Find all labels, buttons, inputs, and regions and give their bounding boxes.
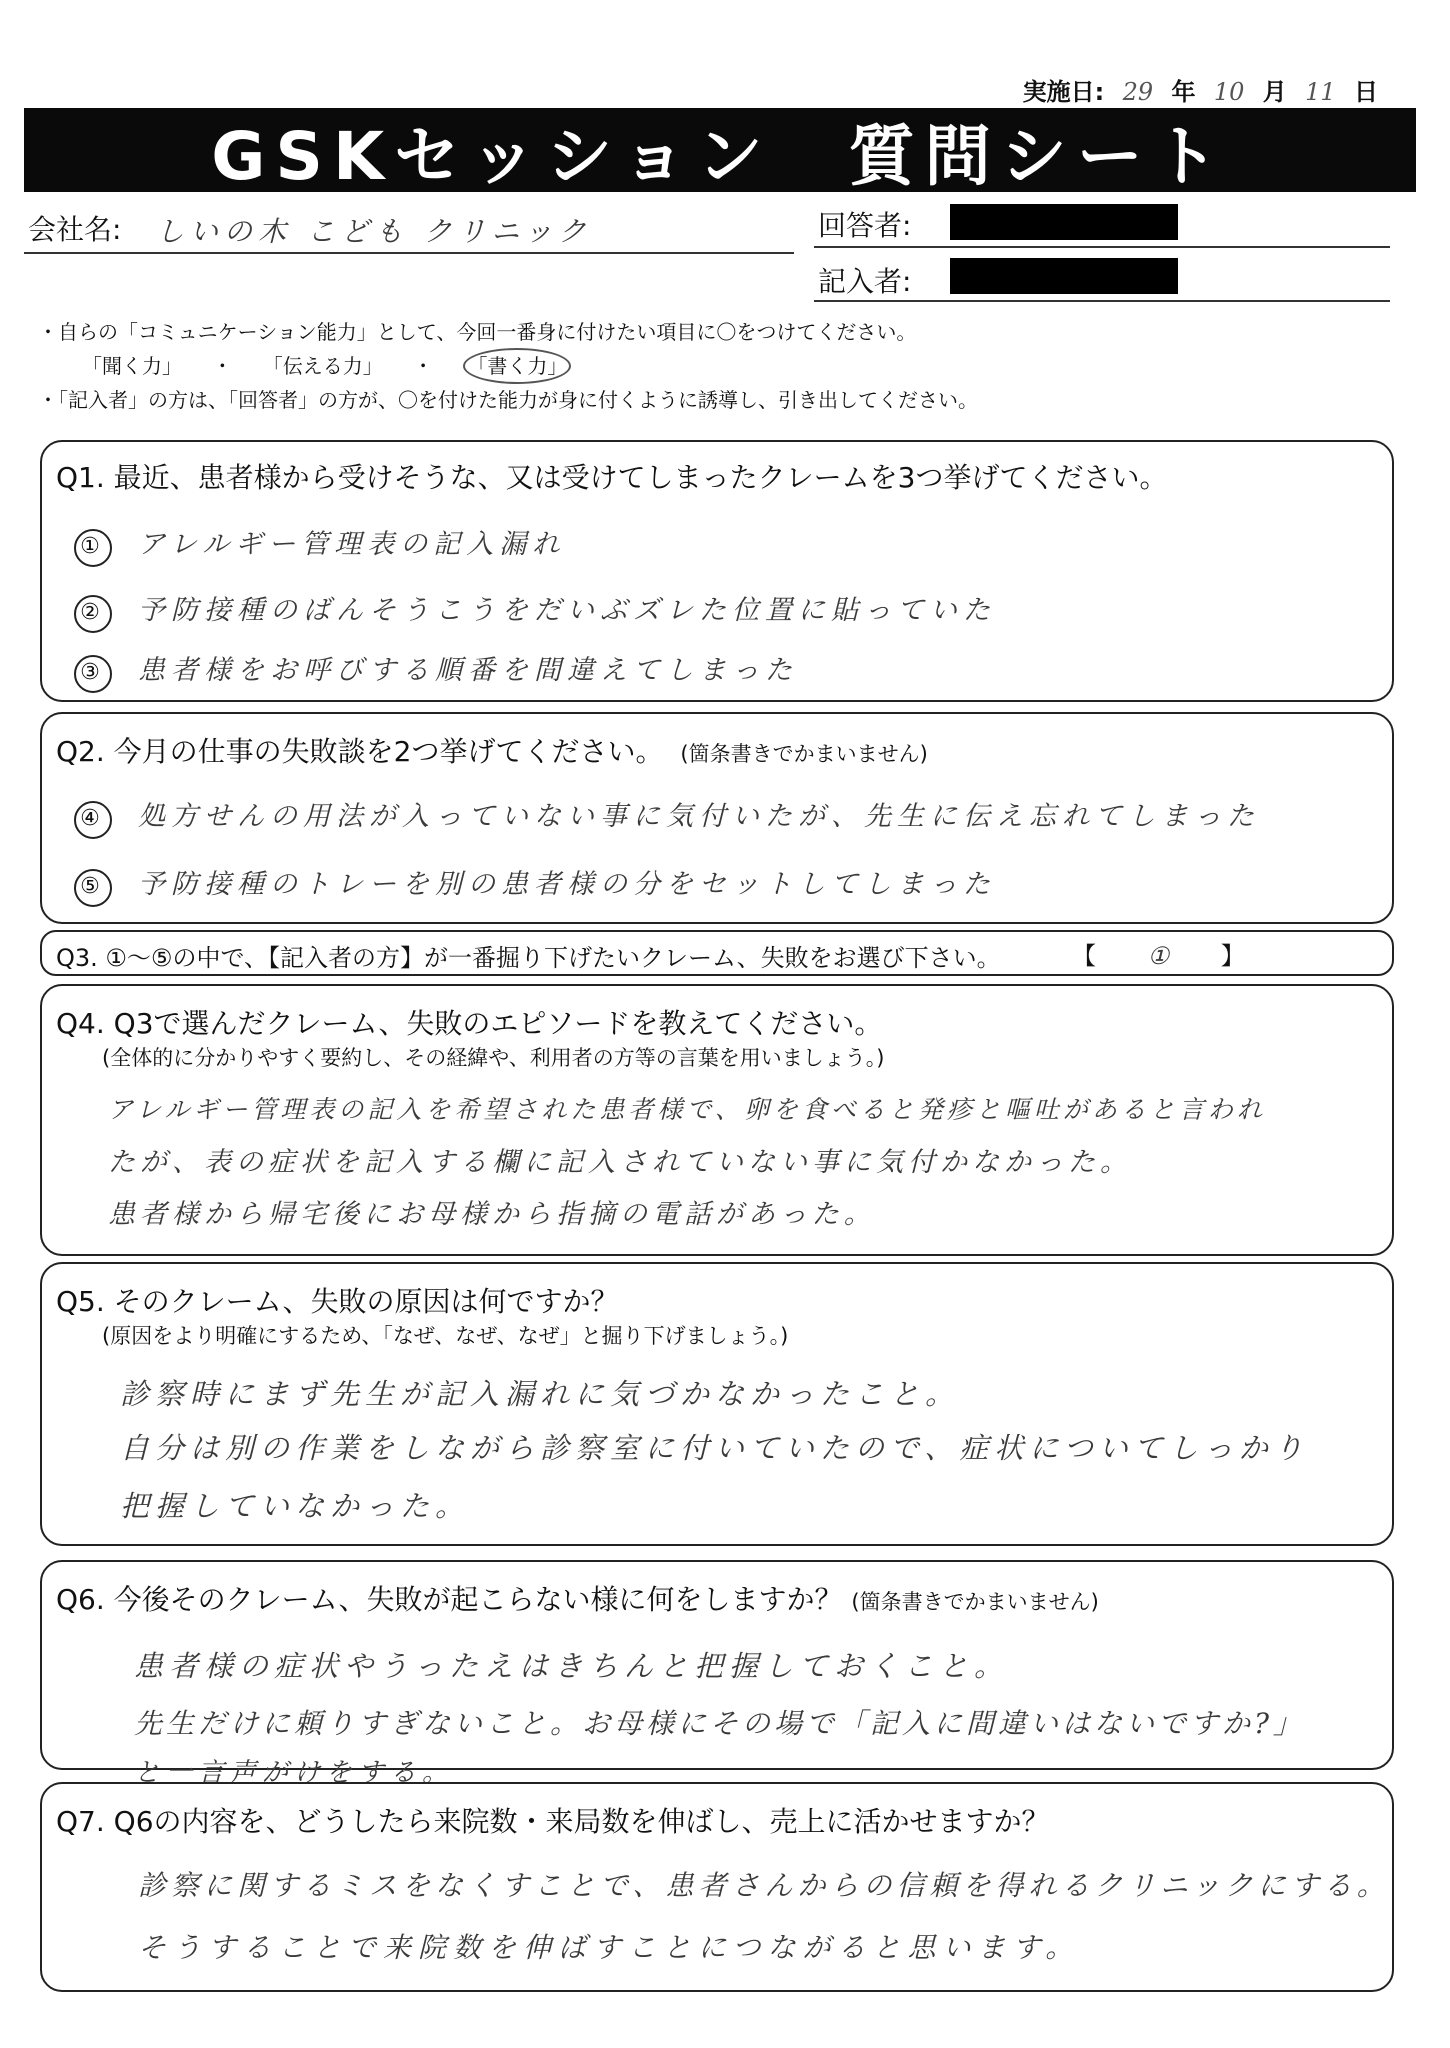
q5-question: Q5. そのクレーム、失敗の原因は何ですか？ (56, 1285, 619, 1318)
instruction-line-1: ・自らの「コミュニケーション能力」として、今回一番身に付けたい項目に〇をつけてください。 (38, 320, 917, 344)
ability-options (38, 348, 1418, 384)
q1-item-1 (74, 522, 565, 567)
q6-line-1: 患者様の症状やうったえはきちんと把握しておくこと。 (134, 1649, 1010, 1683)
q3-answer: ① (1147, 942, 1170, 970)
q1-item-3 (74, 648, 798, 693)
option-separator: ・ (212, 354, 233, 378)
q5-note: (原因をより明確にするため、「なぜ、なぜ、なぜ」と掘り下げましょう。) (102, 1324, 789, 1348)
month-value: 10 (1213, 78, 1245, 106)
day-label: 日 (1354, 78, 1378, 106)
day-value: 11 (1305, 78, 1336, 106)
q1-box (40, 440, 1394, 702)
item-number: ② (74, 595, 112, 633)
q7-question: Q7. Q6の内容を、どうしたら来院数・来局数を伸ばし、売上に活かせますか？ (56, 1805, 1050, 1838)
q1-item-2-text: 予防接種のばんそうこうをだいぶズレた位置に貼っていた (138, 595, 996, 626)
q4-question: Q4. Q3で選んだクレーム、失敗のエピソードを教えてください。 (56, 1007, 883, 1040)
writer-underline (814, 300, 1390, 302)
q6-question: Q6. 今後そのクレーム、失敗が起こらない様に何をしますか？ (56, 1583, 843, 1616)
q4-line-2: たが、表の症状を記入する欄に記入されていない事に気付かなかった。 (108, 1147, 1132, 1178)
date-label: 実施日: (1022, 78, 1105, 106)
q2-item-5-text: 予防接種のトレーを別の患者様の分をセットしてしまった (138, 869, 996, 900)
respondent-label: 回答者: (818, 209, 912, 242)
respondent-redaction (950, 204, 1178, 240)
option-separator: ・ (413, 354, 434, 378)
item-number: ③ (74, 655, 112, 693)
q6-question-row (56, 1578, 1099, 1618)
q1-question: Q1. 最近、患者様から受けそうな、又は受けてしまったクレームを3つ挙げてください。 (56, 461, 1168, 494)
q7-line-1: 診察に関するミスをなくすことで、患者さんからの信頼を得れるクリニックにする。 (138, 1869, 1390, 1902)
company-underline (24, 252, 794, 254)
company-label: 会社名: (28, 213, 122, 246)
q2-item-5 (74, 862, 996, 907)
month-label: 月 (1262, 78, 1287, 106)
q1-item-2 (74, 588, 996, 633)
q6-line-2: 先生だけに頼りすぎないこと。お母様にその場で「記入に間違いはないですか?」 (134, 1707, 1306, 1740)
q3-bracket-close: 】 (1220, 942, 1245, 970)
q3-bracket-open: 【 (1072, 942, 1096, 970)
q5-line-3: 把握していなかった。 (120, 1489, 471, 1523)
q5-box (40, 1262, 1394, 1546)
q2-item-4-text: 処方せんの用法が入っていない事に気付いたが、先生に伝え忘れてしまった (138, 801, 1260, 832)
respondent-underline (814, 246, 1390, 248)
q2-question: Q2. 今月の仕事の失敗談を2つ挙げてください。 (56, 735, 664, 768)
q2-note: (箇条書きでかまいません) (680, 742, 928, 766)
option-write-circled: 「書く力」 (463, 348, 571, 384)
instruction-line-2: ・「記入者」の方は、「回答者」の方が、〇を付けた能力が身に付くように誘導し、引き出してください。 (38, 388, 978, 412)
q3-box (40, 930, 1394, 976)
item-number: ⑤ (74, 869, 112, 907)
q2-question-row (56, 730, 928, 770)
q4-note: (全体的に分かりやすく要約し、その経緯や、利用者の方等の言葉を用いましょう。) (102, 1046, 885, 1070)
item-number: ④ (74, 801, 112, 839)
writer-label: 記入者: (818, 265, 912, 298)
q3-answer-row (1072, 936, 1245, 971)
q4-box (40, 984, 1394, 1256)
q1-item-3-text: 患者様をお呼びする順番を間違えてしまった (138, 655, 798, 686)
q3-question: Q3. ①～⑤の中で、【記入者の方】が一番掘り下げたいクレーム、失敗をお選び下さい。 (56, 944, 1001, 972)
q4-line-3: 患者様から帰宅後にお母様から指摘の電話があった。 (108, 1199, 876, 1230)
q2-item-4 (74, 794, 1260, 839)
writer-redaction (950, 258, 1178, 294)
page-title-bar (24, 108, 1416, 195)
instructions (38, 316, 1418, 416)
q7-box (40, 1782, 1394, 1992)
item-number: ① (74, 529, 112, 567)
q5-line-1: 診察時にまず先生が記入漏れに気づかなかったこと。 (120, 1377, 961, 1411)
q4-line-1: アレルギー管理表の記入を希望された患者様で、卵を食べると発疹と嘔吐があると言われ (108, 1095, 1266, 1124)
q6-line-3: と一言声がけをする。 (134, 1758, 455, 1788)
company-value: しいの木 こども クリニック (156, 215, 593, 248)
q2-box (40, 712, 1394, 924)
page-title: GSKセッション 質問シート (211, 117, 1229, 195)
option-convey: 「伝える力」 (262, 354, 383, 378)
q5-line-2: 自分は別の作業をしながら診察室に付いていたので、症状についてしっかり (120, 1431, 1309, 1465)
q1-item-1-text: アレルギー管理表の記入漏れ (138, 529, 566, 560)
year-value: 29 (1122, 78, 1154, 106)
q6-box (40, 1560, 1394, 1788)
q7-line-2: そうすることで来院数を伸ばすことにつながると思います。 (138, 1931, 1081, 1964)
option-listen: 「聞く力」 (82, 354, 182, 378)
year-label: 年 (1171, 78, 1196, 106)
q6-note: (箇条書きでかまいません) (851, 1590, 1099, 1614)
